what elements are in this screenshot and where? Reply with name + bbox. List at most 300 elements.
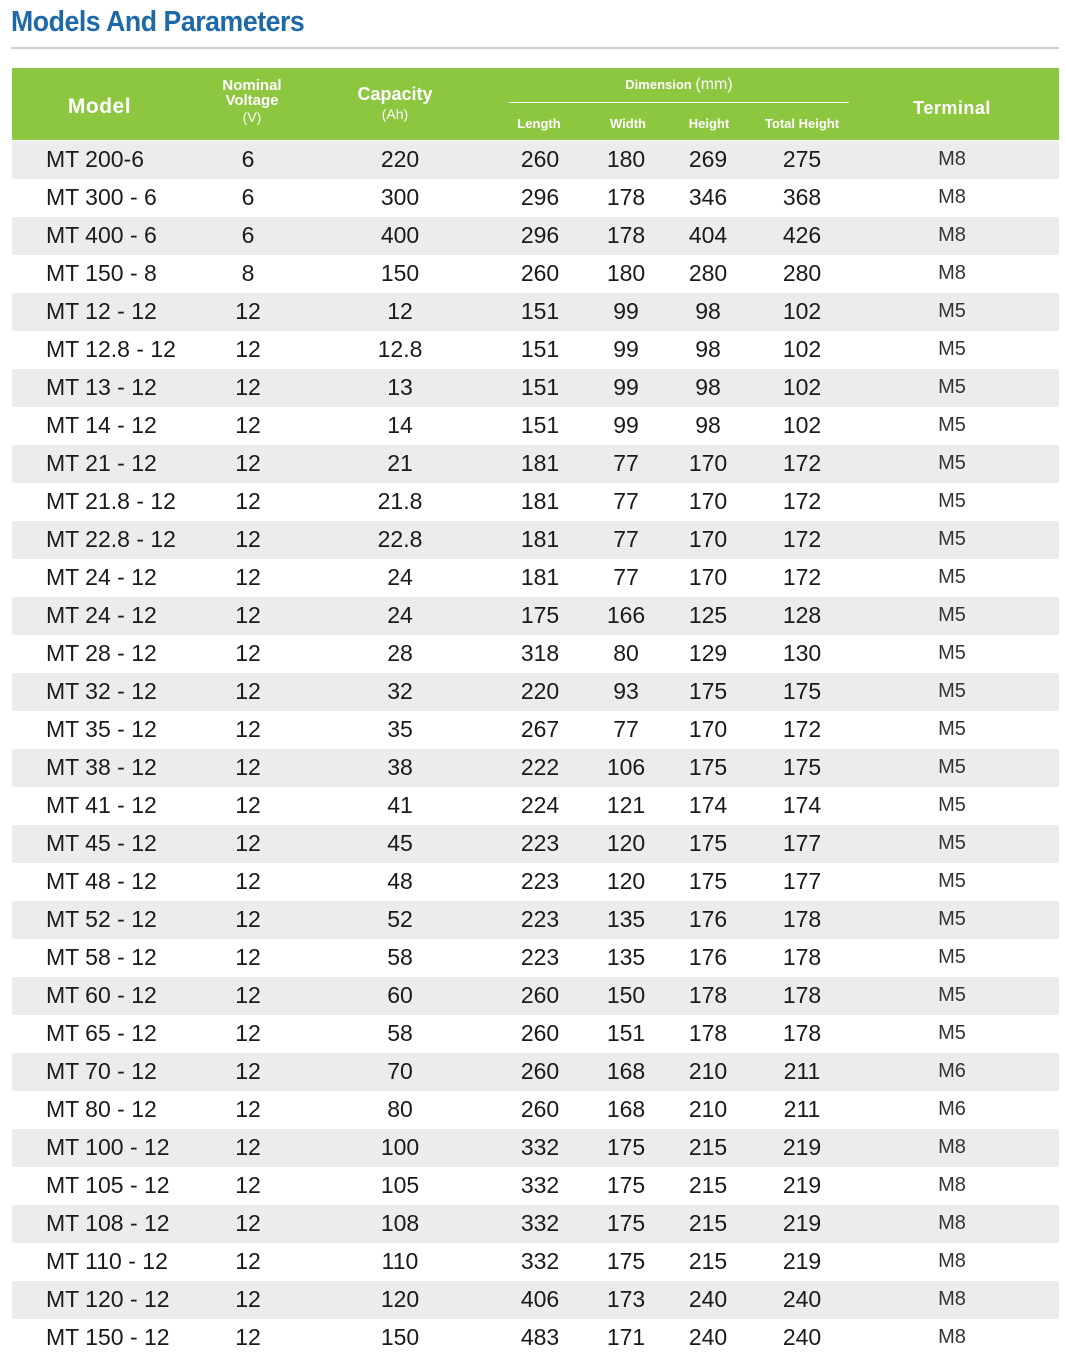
cell-model: MT 300 - 6: [46, 184, 157, 210]
cell-length: 151: [520, 412, 560, 438]
table-row: [12, 1053, 1059, 1091]
cell-height: 98: [695, 374, 721, 400]
cell-height: 215: [688, 1248, 728, 1274]
cell-height: 240: [688, 1324, 728, 1350]
cell-terminal: M5: [938, 984, 966, 1006]
cell-model: MT 65 - 12: [46, 1020, 157, 1046]
cell-terminal: M5: [938, 680, 966, 702]
header-capacity: [330, 84, 460, 124]
cell-voltage: 8: [241, 260, 255, 286]
cell-total-height: 240: [782, 1324, 822, 1350]
cell-total-height: 174: [782, 792, 822, 818]
cell-height: 210: [688, 1096, 728, 1122]
cell-height: 175: [688, 754, 728, 780]
cell-width: 175: [606, 1210, 646, 1236]
cell-height: 346: [688, 184, 728, 210]
cell-height: 98: [695, 298, 721, 324]
cell-terminal: M8: [938, 186, 966, 208]
cell-length: 332: [520, 1248, 560, 1274]
cell-length: 223: [520, 868, 560, 894]
cell-voltage: 6: [241, 222, 255, 248]
table-row: [12, 825, 1059, 863]
cell-total-height: 102: [782, 374, 822, 400]
table-row: [12, 369, 1059, 407]
table-row: [12, 635, 1059, 673]
table-row: [12, 749, 1059, 787]
cell-width: 120: [606, 868, 646, 894]
cell-length: 223: [520, 944, 560, 970]
cell-terminal: M8: [938, 262, 966, 284]
table-row: [12, 559, 1059, 597]
cell-capacity: 41: [387, 792, 413, 818]
header-terminal: Terminal: [913, 98, 991, 118]
cell-capacity: 220: [380, 146, 420, 172]
table-row: [12, 407, 1059, 445]
cell-length: 151: [520, 336, 560, 362]
cell-capacity: 38: [387, 754, 413, 780]
cell-voltage: 12: [235, 1020, 261, 1046]
table-row: [12, 673, 1059, 711]
table-row: [12, 711, 1059, 749]
cell-height: 215: [688, 1172, 728, 1198]
cell-capacity: 105: [380, 1172, 420, 1198]
cell-length: 260: [520, 146, 560, 172]
table-row: [12, 939, 1059, 977]
cell-width: 120: [606, 830, 646, 856]
cell-capacity: 400: [380, 222, 420, 248]
cell-length: 181: [520, 526, 560, 552]
cell-height: 280: [688, 260, 728, 286]
cell-width: 99: [613, 336, 639, 362]
cell-length: 260: [520, 1096, 560, 1122]
cell-length: 267: [520, 716, 560, 742]
header-capacity-label: Capacity: [357, 84, 433, 104]
cell-capacity: 108: [380, 1210, 420, 1236]
table-row: [12, 331, 1059, 369]
cell-width: 135: [606, 944, 646, 970]
cell-model: MT 70 - 12: [46, 1058, 157, 1084]
cell-total-height: 219: [782, 1248, 822, 1274]
table-row: [12, 445, 1059, 483]
cell-voltage: 12: [235, 526, 261, 552]
table-row: [12, 179, 1059, 217]
cell-height: 170: [688, 716, 728, 742]
table-row: [12, 597, 1059, 635]
cell-model: MT 150 - 12: [46, 1324, 170, 1350]
cell-height: 210: [688, 1058, 728, 1084]
table-row: [12, 483, 1059, 521]
cell-length: 260: [520, 982, 560, 1008]
cell-capacity: 12: [387, 298, 413, 324]
cell-width: 99: [613, 412, 639, 438]
header-model: Model: [67, 95, 132, 118]
cell-terminal: M8: [938, 1212, 966, 1234]
cell-total-height: 172: [782, 488, 822, 514]
cell-height: 175: [688, 830, 728, 856]
table-row: [12, 787, 1059, 825]
cell-model: MT 45 - 12: [46, 830, 157, 856]
cell-voltage: 12: [235, 716, 261, 742]
cell-voltage: 6: [241, 146, 255, 172]
header-total-height: Total Height: [764, 116, 840, 131]
cell-model: MT 150 - 8: [46, 260, 157, 286]
cell-capacity: 22.8: [377, 526, 423, 552]
cell-terminal: M5: [938, 718, 966, 740]
cell-height: 174: [688, 792, 728, 818]
table-row: [12, 901, 1059, 939]
cell-total-height: 102: [782, 412, 822, 438]
cell-voltage: 12: [235, 450, 261, 476]
table-header: [12, 68, 1059, 140]
cell-voltage: 12: [235, 906, 261, 932]
table-row: [12, 1205, 1059, 1243]
cell-height: 240: [688, 1286, 728, 1312]
cell-capacity: 52: [387, 906, 413, 932]
cell-total-height: 211: [783, 1096, 821, 1122]
cell-voltage: 12: [235, 1324, 261, 1350]
cell-terminal: M5: [938, 946, 966, 968]
cell-capacity: 13: [387, 374, 413, 400]
cell-terminal: M5: [938, 338, 966, 360]
cell-width: 77: [613, 488, 639, 514]
cell-terminal: M6: [938, 1060, 966, 1082]
cell-model: MT 13 - 12: [46, 374, 157, 400]
table-row: [12, 141, 1059, 179]
cell-total-height: 172: [782, 564, 822, 590]
cell-capacity: 32: [387, 678, 413, 704]
cell-total-height: 219: [782, 1172, 822, 1198]
cell-length: 318: [520, 640, 560, 666]
header-height: Height: [688, 116, 730, 131]
cell-width: 175: [606, 1134, 646, 1160]
cell-length: 181: [520, 488, 560, 514]
cell-capacity: 24: [387, 564, 413, 590]
cell-capacity: 48: [387, 868, 413, 894]
cell-voltage: 12: [235, 602, 261, 628]
cell-terminal: M5: [938, 1022, 966, 1044]
cell-total-height: 178: [782, 906, 822, 932]
cell-capacity: 21: [387, 450, 413, 476]
cell-voltage: 12: [235, 564, 261, 590]
cell-total-height: 177: [782, 868, 822, 894]
table-body: [12, 141, 1059, 1357]
cell-model: MT 52 - 12: [46, 906, 157, 932]
cell-terminal: M5: [938, 870, 966, 892]
cell-capacity: 45: [387, 830, 413, 856]
cell-voltage: 12: [235, 1134, 261, 1160]
cell-width: 173: [606, 1286, 646, 1312]
header-voltage: [202, 78, 302, 125]
cell-model: MT 22.8 - 12: [46, 526, 176, 552]
cell-width: 99: [613, 298, 639, 324]
cell-model: MT 35 - 12: [46, 716, 157, 742]
cell-total-height: 219: [782, 1210, 822, 1236]
cell-model: MT 120 - 12: [46, 1286, 170, 1312]
cell-height: 175: [688, 868, 728, 894]
cell-length: 223: [520, 830, 560, 856]
cell-model: MT 38 - 12: [46, 754, 157, 780]
cell-terminal: M5: [938, 300, 966, 322]
cell-width: 93: [613, 678, 639, 704]
cell-capacity: 58: [387, 944, 413, 970]
cell-length: 296: [520, 184, 560, 210]
cell-height: 170: [688, 488, 728, 514]
table-row: [12, 521, 1059, 559]
cell-total-height: 130: [782, 640, 822, 666]
cell-width: 77: [613, 526, 639, 552]
header-voltage-label: Nominal Voltage: [222, 77, 282, 109]
header-dimension: [509, 76, 849, 94]
cell-length: 224: [520, 792, 560, 818]
cell-capacity: 120: [380, 1286, 420, 1312]
cell-capacity: 80: [387, 1096, 413, 1122]
cell-length: 220: [520, 678, 560, 704]
cell-model: MT 14 - 12: [46, 412, 157, 438]
cell-terminal: M5: [938, 528, 966, 550]
table-row: [12, 1167, 1059, 1205]
cell-length: 175: [520, 602, 560, 628]
cell-voltage: 12: [235, 412, 261, 438]
cell-total-height: 211: [783, 1058, 821, 1084]
cell-voltage: 12: [235, 1096, 261, 1122]
cell-height: 129: [688, 640, 728, 666]
cell-width: 180: [606, 146, 646, 172]
cell-height: 175: [688, 678, 728, 704]
cell-width: 178: [606, 184, 646, 210]
cell-width: 168: [606, 1058, 646, 1084]
cell-model: MT 200-6: [46, 146, 145, 172]
cell-height: 98: [695, 412, 721, 438]
cell-width: 175: [606, 1248, 646, 1274]
cell-terminal: M8: [938, 1174, 966, 1196]
cell-voltage: 12: [235, 754, 261, 780]
cell-capacity: 28: [387, 640, 413, 666]
cell-width: 151: [606, 1020, 646, 1046]
cell-terminal: M8: [938, 148, 966, 170]
cell-total-height: 175: [782, 754, 822, 780]
cell-total-height: 280: [782, 260, 822, 286]
cell-width: 166: [606, 602, 646, 628]
cell-total-height: 172: [782, 716, 822, 742]
table-row: [12, 863, 1059, 901]
cell-model: MT 80 - 12: [46, 1096, 157, 1122]
cell-length: 296: [520, 222, 560, 248]
cell-voltage: 12: [235, 830, 261, 856]
cell-height: 178: [688, 1020, 728, 1046]
cell-model: MT 60 - 12: [46, 982, 157, 1008]
cell-length: 223: [520, 906, 560, 932]
cell-voltage: 12: [235, 792, 261, 818]
cell-width: 175: [606, 1172, 646, 1198]
cell-voltage: 12: [235, 374, 261, 400]
cell-model: MT 48 - 12: [46, 868, 157, 894]
cell-terminal: M5: [938, 642, 966, 664]
cell-voltage: 12: [235, 982, 261, 1008]
cell-voltage: 6: [241, 184, 255, 210]
table-row: [12, 1319, 1059, 1357]
cell-width: 121: [606, 792, 646, 818]
cell-total-height: 178: [782, 944, 822, 970]
cell-total-height: 177: [782, 830, 822, 856]
cell-model: MT 110 - 12: [46, 1248, 168, 1274]
cell-terminal: M5: [938, 414, 966, 436]
cell-width: 77: [613, 564, 639, 590]
header-dimension-label: Dimension: [625, 77, 692, 92]
cell-model: MT 21 - 12: [46, 450, 157, 476]
cell-model: MT 12.8 - 12: [46, 336, 176, 362]
cell-length: 406: [520, 1286, 560, 1312]
cell-total-height: 128: [782, 602, 822, 628]
cell-voltage: 12: [235, 1248, 261, 1274]
table-row: [12, 217, 1059, 255]
cell-width: 106: [606, 754, 646, 780]
cell-capacity: 150: [380, 1324, 420, 1350]
cell-capacity: 12.8: [377, 336, 423, 362]
cell-height: 215: [688, 1210, 728, 1236]
cell-total-height: 219: [782, 1134, 822, 1160]
cell-capacity: 35: [387, 716, 413, 742]
header-dimension-unit: (mm): [695, 76, 733, 93]
cell-width: 168: [606, 1096, 646, 1122]
cell-height: 269: [688, 146, 728, 172]
cell-length: 332: [520, 1134, 560, 1160]
cell-voltage: 12: [235, 298, 261, 324]
cell-terminal: M5: [938, 604, 966, 626]
cell-model: MT 58 - 12: [46, 944, 157, 970]
cell-voltage: 12: [235, 678, 261, 704]
cell-height: 215: [688, 1134, 728, 1160]
cell-total-height: 102: [782, 336, 822, 362]
cell-model: MT 32 - 12: [46, 678, 157, 704]
table-row: [12, 1091, 1059, 1129]
cell-terminal: M8: [938, 224, 966, 246]
table-row: [12, 255, 1059, 293]
cell-capacity: 58: [387, 1020, 413, 1046]
cell-model: MT 105 - 12: [46, 1172, 170, 1198]
cell-width: 99: [613, 374, 639, 400]
cell-length: 181: [520, 450, 560, 476]
cell-terminal: M8: [938, 1288, 966, 1310]
cell-model: MT 24 - 12: [46, 602, 157, 628]
cell-width: 80: [613, 640, 639, 666]
cell-length: 222: [520, 754, 560, 780]
cell-length: 332: [520, 1210, 560, 1236]
cell-length: 332: [520, 1172, 560, 1198]
cell-model: MT 400 - 6: [46, 222, 157, 248]
cell-model: MT 24 - 12: [46, 564, 157, 590]
table-row: [12, 1281, 1059, 1319]
cell-voltage: 12: [235, 1210, 261, 1236]
cell-length: 151: [520, 374, 560, 400]
cell-capacity: 21.8: [377, 488, 423, 514]
cell-height: 170: [688, 450, 728, 476]
header-width: Width: [610, 116, 646, 131]
cell-length: 260: [520, 1020, 560, 1046]
cell-height: 176: [688, 906, 728, 932]
cell-voltage: 12: [235, 1058, 261, 1084]
cell-model: MT 100 - 12: [46, 1134, 170, 1160]
cell-terminal: M5: [938, 908, 966, 930]
cell-height: 178: [688, 982, 728, 1008]
table-row: [12, 1243, 1059, 1281]
cell-width: 135: [606, 906, 646, 932]
cell-width: 77: [613, 450, 639, 476]
table-row: [12, 293, 1059, 331]
cell-capacity: 150: [380, 260, 420, 286]
page-title: Models And Parameters: [11, 6, 305, 38]
cell-length: 151: [520, 298, 560, 324]
cell-length: 181: [520, 564, 560, 590]
cell-voltage: 12: [235, 336, 261, 362]
cell-terminal: M5: [938, 566, 966, 588]
cell-model: MT 108 - 12: [46, 1210, 170, 1236]
cell-voltage: 12: [235, 640, 261, 666]
cell-voltage: 12: [235, 488, 261, 514]
dimension-divider: [509, 102, 849, 103]
cell-model: MT 28 - 12: [46, 640, 157, 666]
header-capacity-unit: (Ah): [381, 106, 409, 122]
cell-total-height: 426: [782, 222, 822, 248]
cell-terminal: M8: [938, 1250, 966, 1272]
cell-height: 170: [688, 564, 728, 590]
cell-total-height: 172: [782, 450, 822, 476]
cell-terminal: M5: [938, 794, 966, 816]
table-row: [12, 977, 1059, 1015]
cell-voltage: 12: [235, 1172, 261, 1198]
cell-terminal: M6: [938, 1098, 966, 1120]
header-length: Length: [517, 116, 561, 131]
cell-length: 260: [520, 260, 560, 286]
cell-terminal: M5: [938, 756, 966, 778]
cell-length: 260: [520, 1058, 560, 1084]
cell-capacity: 100: [380, 1134, 420, 1160]
cell-total-height: 175: [782, 678, 822, 704]
cell-total-height: 368: [782, 184, 822, 210]
cell-voltage: 12: [235, 944, 261, 970]
table-row: [12, 1129, 1059, 1167]
cell-height: 170: [688, 526, 728, 552]
cell-length: 483: [520, 1324, 560, 1350]
cell-terminal: M8: [938, 1136, 966, 1158]
cell-terminal: M5: [938, 490, 966, 512]
cell-terminal: M5: [938, 452, 966, 474]
cell-width: 77: [613, 716, 639, 742]
cell-capacity: 60: [387, 982, 413, 1008]
cell-total-height: 102: [782, 298, 822, 324]
table-row: [12, 1015, 1059, 1053]
cell-capacity: 70: [387, 1058, 413, 1084]
cell-model: MT 21.8 - 12: [46, 488, 176, 514]
cell-width: 178: [606, 222, 646, 248]
cell-voltage: 12: [235, 1286, 261, 1312]
cell-capacity: 14: [387, 412, 413, 438]
cell-model: MT 41 - 12: [46, 792, 157, 818]
cell-terminal: M5: [938, 376, 966, 398]
cell-width: 150: [606, 982, 646, 1008]
cell-model: MT 12 - 12: [46, 298, 157, 324]
cell-total-height: 172: [782, 526, 822, 552]
cell-height: 98: [695, 336, 721, 362]
cell-voltage: 12: [235, 868, 261, 894]
header-voltage-unit: (V): [242, 109, 262, 125]
cell-capacity: 24: [387, 602, 413, 628]
cell-height: 125: [688, 602, 728, 628]
cell-total-height: 275: [782, 146, 822, 172]
cell-terminal: M8: [938, 1326, 966, 1348]
cell-width: 171: [606, 1324, 646, 1350]
title-divider: [11, 47, 1059, 49]
cell-total-height: 240: [782, 1286, 822, 1312]
